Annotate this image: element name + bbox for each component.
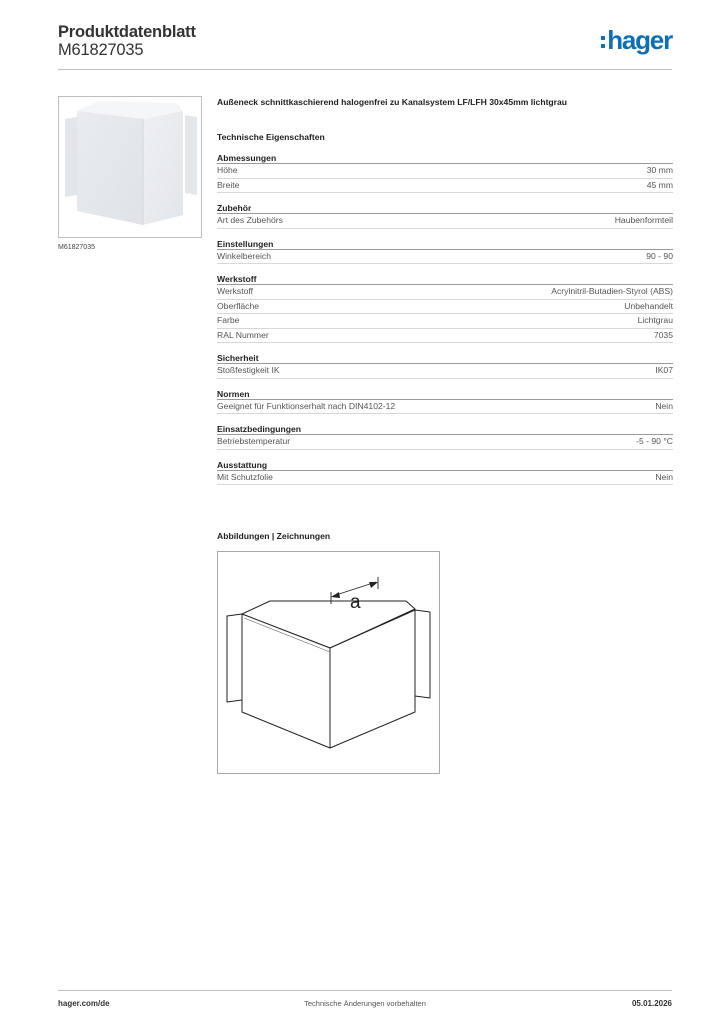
spec-row xyxy=(217,329,673,344)
product-photo-image xyxy=(59,97,201,237)
spec-row xyxy=(217,400,673,415)
spec-value: 7035 xyxy=(653,329,673,340)
section-title: Einstellungen xyxy=(217,239,673,250)
spec-value: -5 - 90 °C xyxy=(636,436,673,446)
spec-row xyxy=(217,214,673,229)
section-settings xyxy=(217,239,673,265)
logo-text: hager xyxy=(607,25,672,55)
spec-label: Mit Schutzfolie xyxy=(217,471,273,482)
spec-value: Nein xyxy=(655,400,673,411)
figures-heading: Abbildungen | Zeichnungen xyxy=(217,531,331,541)
spec-label: Geeignet für Funktionserhalt nach DIN4102-12 xyxy=(217,400,396,411)
spec-value: Nein xyxy=(655,471,673,482)
document-title: Produktdatenblatt xyxy=(58,23,196,41)
spec-row xyxy=(217,179,673,194)
spec-row xyxy=(217,285,673,300)
section-standards xyxy=(217,389,673,415)
spec-label: Breite xyxy=(217,179,240,190)
section-title: Normen xyxy=(217,389,673,400)
spec-label: Winkelbereich xyxy=(217,250,271,261)
section-title: Zubehör xyxy=(217,203,673,214)
spec-value: 90 - 90 xyxy=(646,250,673,261)
spec-label: Werkstoff xyxy=(217,286,253,296)
spec-row xyxy=(217,250,673,265)
section-equipment xyxy=(217,460,673,486)
tech-properties-heading: Technische Eigenschaften xyxy=(217,132,325,142)
page-footer xyxy=(58,990,672,1014)
spec-value: Lichtgrau xyxy=(637,315,673,325)
spec-value: Acrylnitril-Butadien-Styrol (ABS) xyxy=(551,286,673,296)
spec-label: Oberfläche xyxy=(217,300,260,311)
thumbnail-caption: M61827035 xyxy=(58,244,95,251)
dimension-label-a: a xyxy=(350,592,361,613)
spec-row xyxy=(217,364,673,379)
section-title: Einsatzbedingungen xyxy=(217,424,673,435)
corner-drawing-image xyxy=(218,552,439,773)
spec-row xyxy=(217,300,673,315)
spec-label: Betriebstemperatur xyxy=(217,436,291,446)
section-material xyxy=(217,274,673,343)
hager-logo xyxy=(601,26,672,54)
spec-value: Unbehandelt xyxy=(624,300,673,311)
technical-drawing xyxy=(217,551,440,774)
section-accessory xyxy=(217,203,673,229)
spec-value: IK07 xyxy=(655,365,673,375)
spec-value: 45 mm xyxy=(646,179,673,190)
section-dimensions xyxy=(217,153,673,193)
product-specs xyxy=(217,96,673,485)
spec-value: Haubenformteil xyxy=(614,215,673,225)
spec-label: Art des Zubehörs xyxy=(217,215,283,225)
spec-label: Farbe xyxy=(217,315,240,325)
product-number: M61827035 xyxy=(58,41,144,59)
spec-row xyxy=(217,164,673,179)
section-title: Sicherheit xyxy=(217,353,673,364)
section-safety xyxy=(217,353,673,379)
footer-date: 05.01.2026 xyxy=(631,999,672,1008)
product-description: Außeneck schnittkaschierend halogenfrei zu Kanalsystem LF/LFH 30x45mm lichtgrau xyxy=(217,97,568,107)
spec-label: Höhe xyxy=(217,165,238,175)
section-title: Ausstattung xyxy=(217,460,673,471)
logo-dots-icon xyxy=(601,36,605,48)
section-operating-conditions xyxy=(217,424,673,450)
section-title: Abmessungen xyxy=(217,153,673,164)
spec-label: Stoßfestigkeit IK xyxy=(217,365,280,375)
page-header xyxy=(58,20,672,70)
section-title: Werkstoff xyxy=(217,274,673,285)
spec-value: 30 mm xyxy=(646,165,673,175)
spec-row xyxy=(217,435,673,450)
footer-notice: Technische Änderungen vorbehalten xyxy=(304,999,426,1008)
spec-row xyxy=(217,471,673,486)
product-thumbnail xyxy=(58,96,202,238)
spec-row xyxy=(217,314,673,329)
footer-website: hager.com/de xyxy=(58,999,110,1008)
spec-label: RAL Nummer xyxy=(217,329,269,340)
